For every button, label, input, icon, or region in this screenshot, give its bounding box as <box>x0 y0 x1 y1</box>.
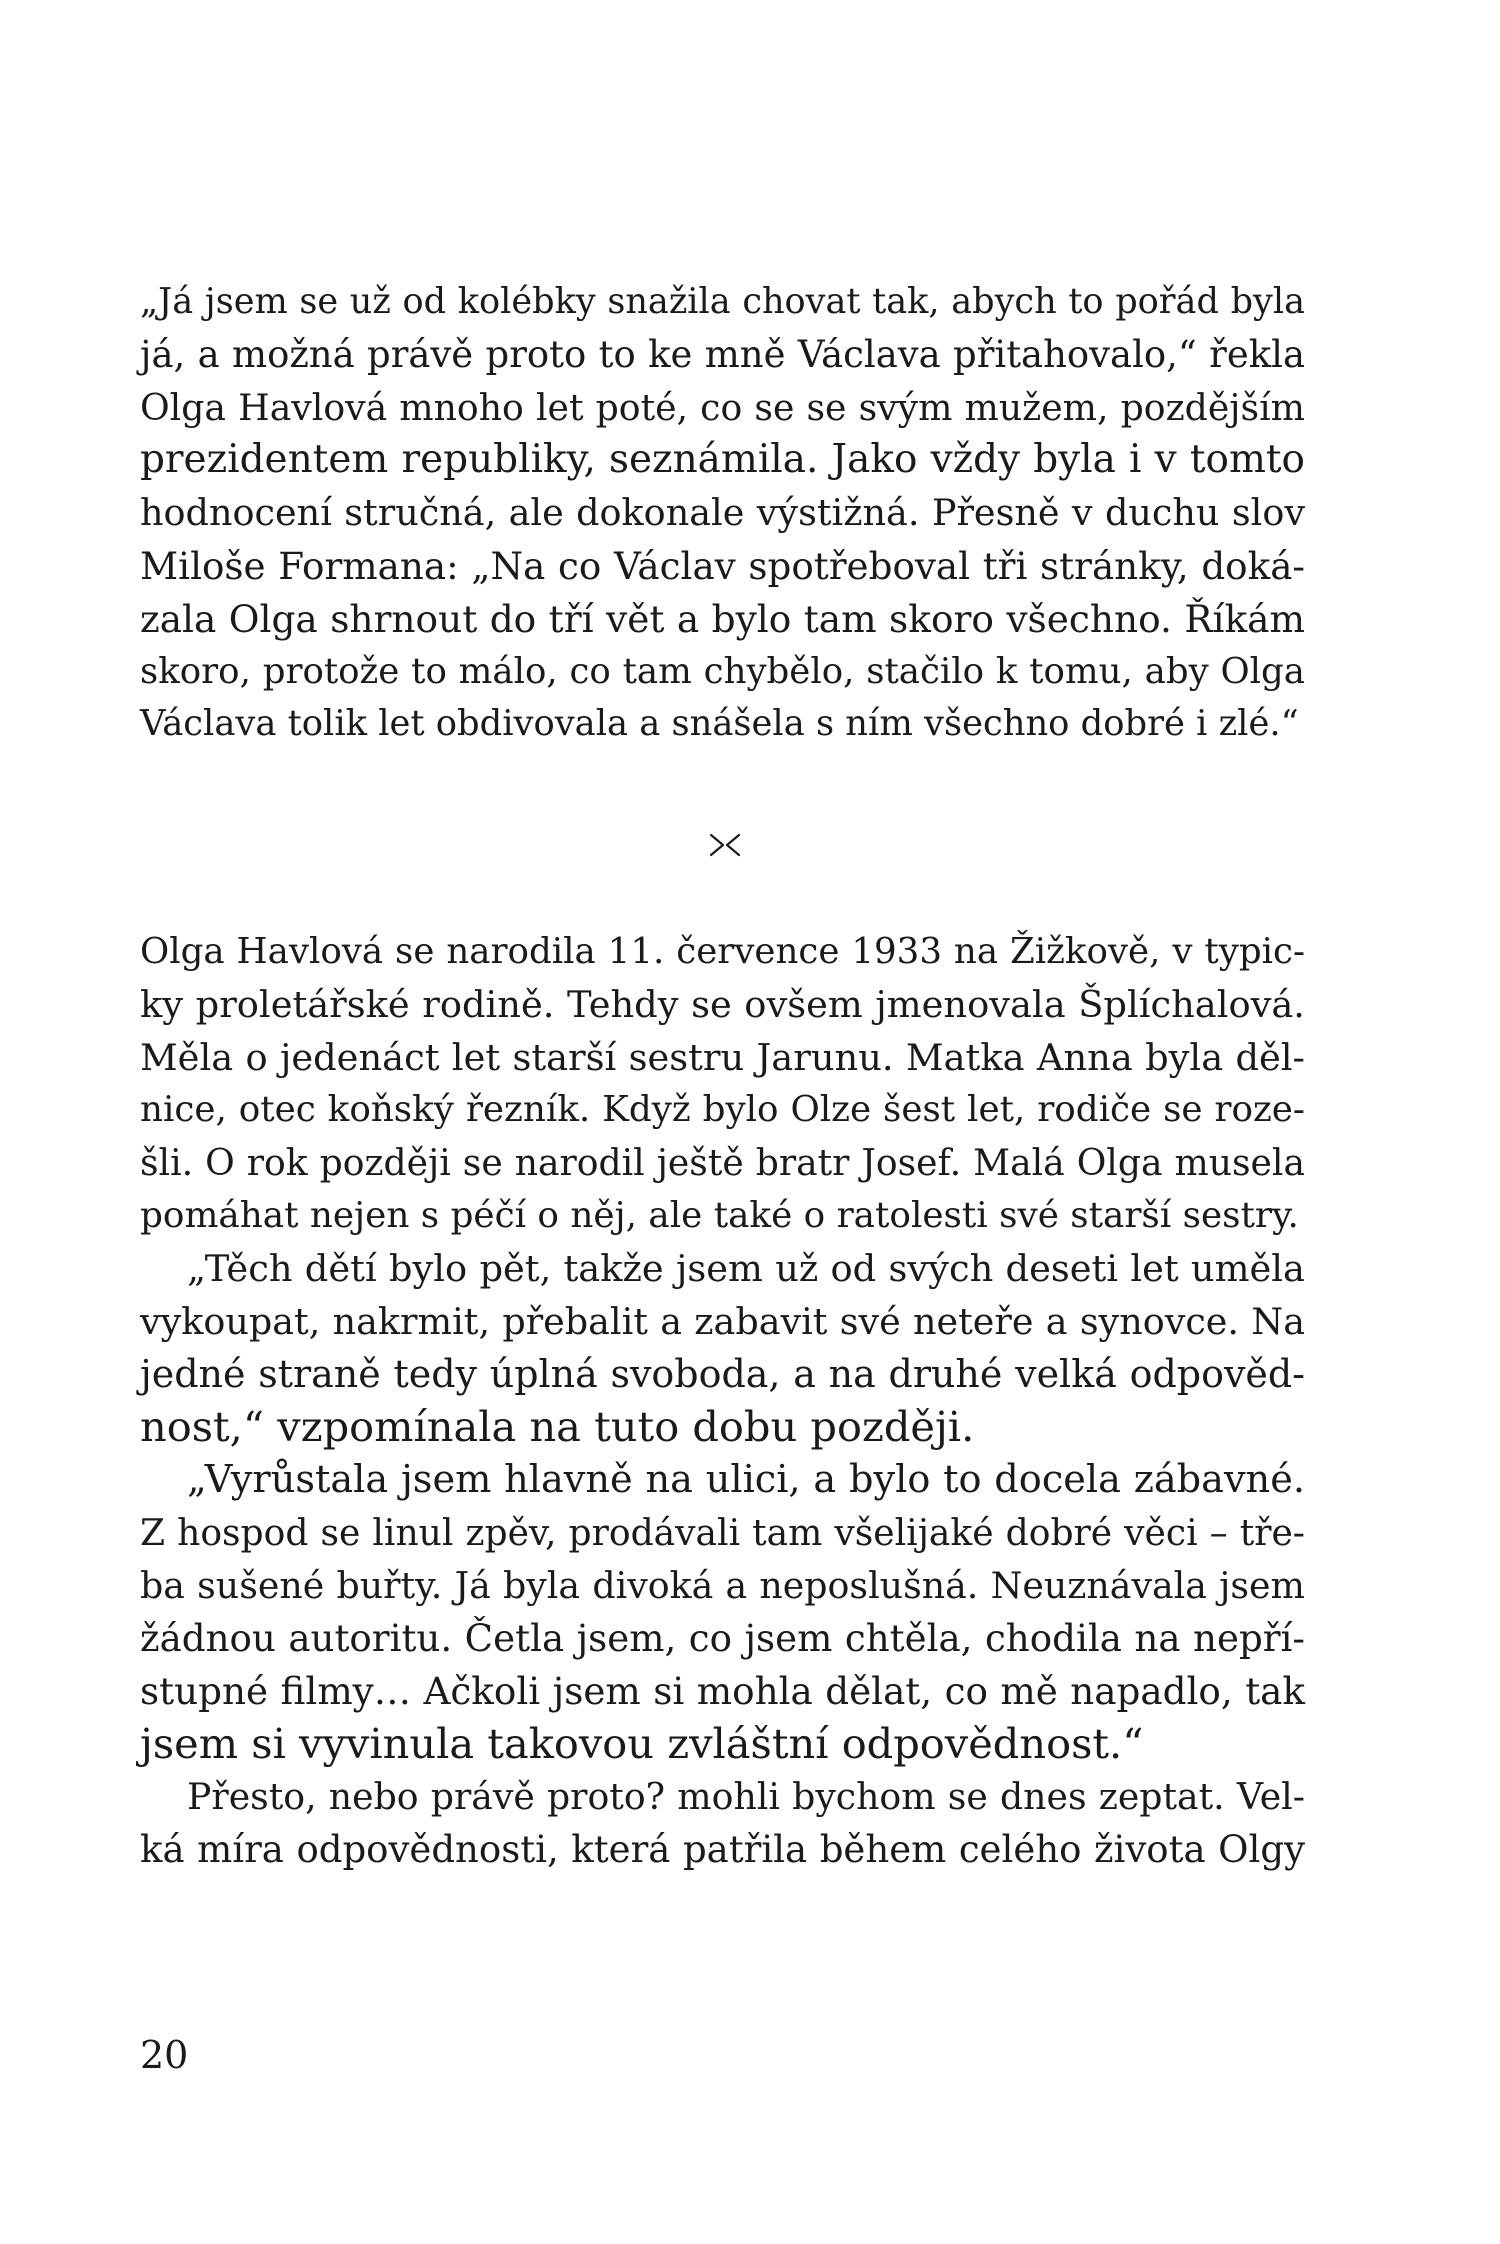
section-break-ornament-icon <box>708 828 742 862</box>
text-line: jsem si vyvinula takovou zvláštní odpovědnost.“ <box>140 1718 1144 1768</box>
text-line: Václava tolik let obdivovala a snášela s ním všechno dobré i zlé.“ <box>140 703 1299 745</box>
text-line: prezidentem republiky, seznámila. Jako vždy byla i v tomto <box>140 437 1305 483</box>
text-line: ba sušené buřty. Já byla divoká a neposlušná. Neuznávala jsem <box>140 1563 1305 1607</box>
text-line: žádnou autoritu. Četla jsem, co jsem chtěla, chodila na nepří- <box>140 1616 1305 1661</box>
paragraph-biography <box>140 926 1305 1876</box>
text-line: nice, otec koňský řezník. Když bylo Olze šest let, rodiče se roze- <box>140 1089 1305 1131</box>
text-line: zala Olga shrnout do tří vět a bylo tam skoro všechno. Říkám <box>140 596 1305 641</box>
text-line: „Já jsem se už od kolébky snažila chovat tak, abych to pořád byla <box>140 281 1305 322</box>
text-line: Z hospod se linul zpěv, prodávali tam všelijaké dobré věci – tře- <box>140 1511 1305 1554</box>
text-line: ky proletářské rodině. Tehdy se ovšem jmenovala Šplíchalová. <box>140 982 1305 1026</box>
text-line: já, a možná právě proto to ke mně Václava přitahovalo,“ řekla <box>140 332 1305 376</box>
text-line: hodnocení stručná, ale dokonale výstižná. Přesně v duchu slov <box>140 491 1305 535</box>
text-line: nost,“ vzpomínala na tuto dobu později. <box>140 1402 975 1452</box>
text-line: jedné straně tedy úplná svoboda, a na druhé velká odpověd- <box>140 1352 1305 1397</box>
text-line: Přesto, nebo právě proto? mohli bychom se dnes zeptat. Vel- <box>187 1774 1305 1818</box>
text-line: Olga Havlová mnoho let poté, co se se svým mužem, pozdějším <box>140 385 1305 429</box>
text-line: stupné filmy… Ačkoli jsem si mohla dělat, co mě napadlo, tak <box>140 1669 1305 1714</box>
text-line: „Těch dětí bylo pět, takže jsem už od svých deseti let uměla <box>187 1246 1305 1290</box>
text-line: vykoupat, nakrmit, přebalit a zabavit své neteře a synovce. Na <box>140 1299 1305 1343</box>
text-line: šli. O rok později se narodil ještě bratr Josef. Malá Olga musela <box>140 1141 1305 1185</box>
page-number: 20 <box>140 2033 189 2077</box>
text-line: skoro, protože to málo, co tam chybělo, stačilo k tomu, aby Olga <box>140 650 1305 692</box>
text-line: „Vyrůstala jsem hlavně na ulici, a bylo to docela zábavné. <box>187 1456 1305 1502</box>
text-line: Olga Havlová se narodila 11. července 1933 na Žižkově, v typic- <box>140 931 1305 972</box>
text-line: pomáhat nejen s péčí o něj, ale také o ratolesti své starší sestry. <box>140 1194 1299 1236</box>
text-line: ká míra odpovědnosti, která patřila během celého života Olgy <box>140 1827 1305 1871</box>
text-line: Měla o jedenáct let starší sestru Jarunu. Matka Anna byla děl- <box>140 1035 1305 1079</box>
text-line: Miloše Formana: „Na co Václav spotřeboval tři stránky, doká- <box>140 543 1305 588</box>
paragraph-quote <box>140 276 1305 751</box>
